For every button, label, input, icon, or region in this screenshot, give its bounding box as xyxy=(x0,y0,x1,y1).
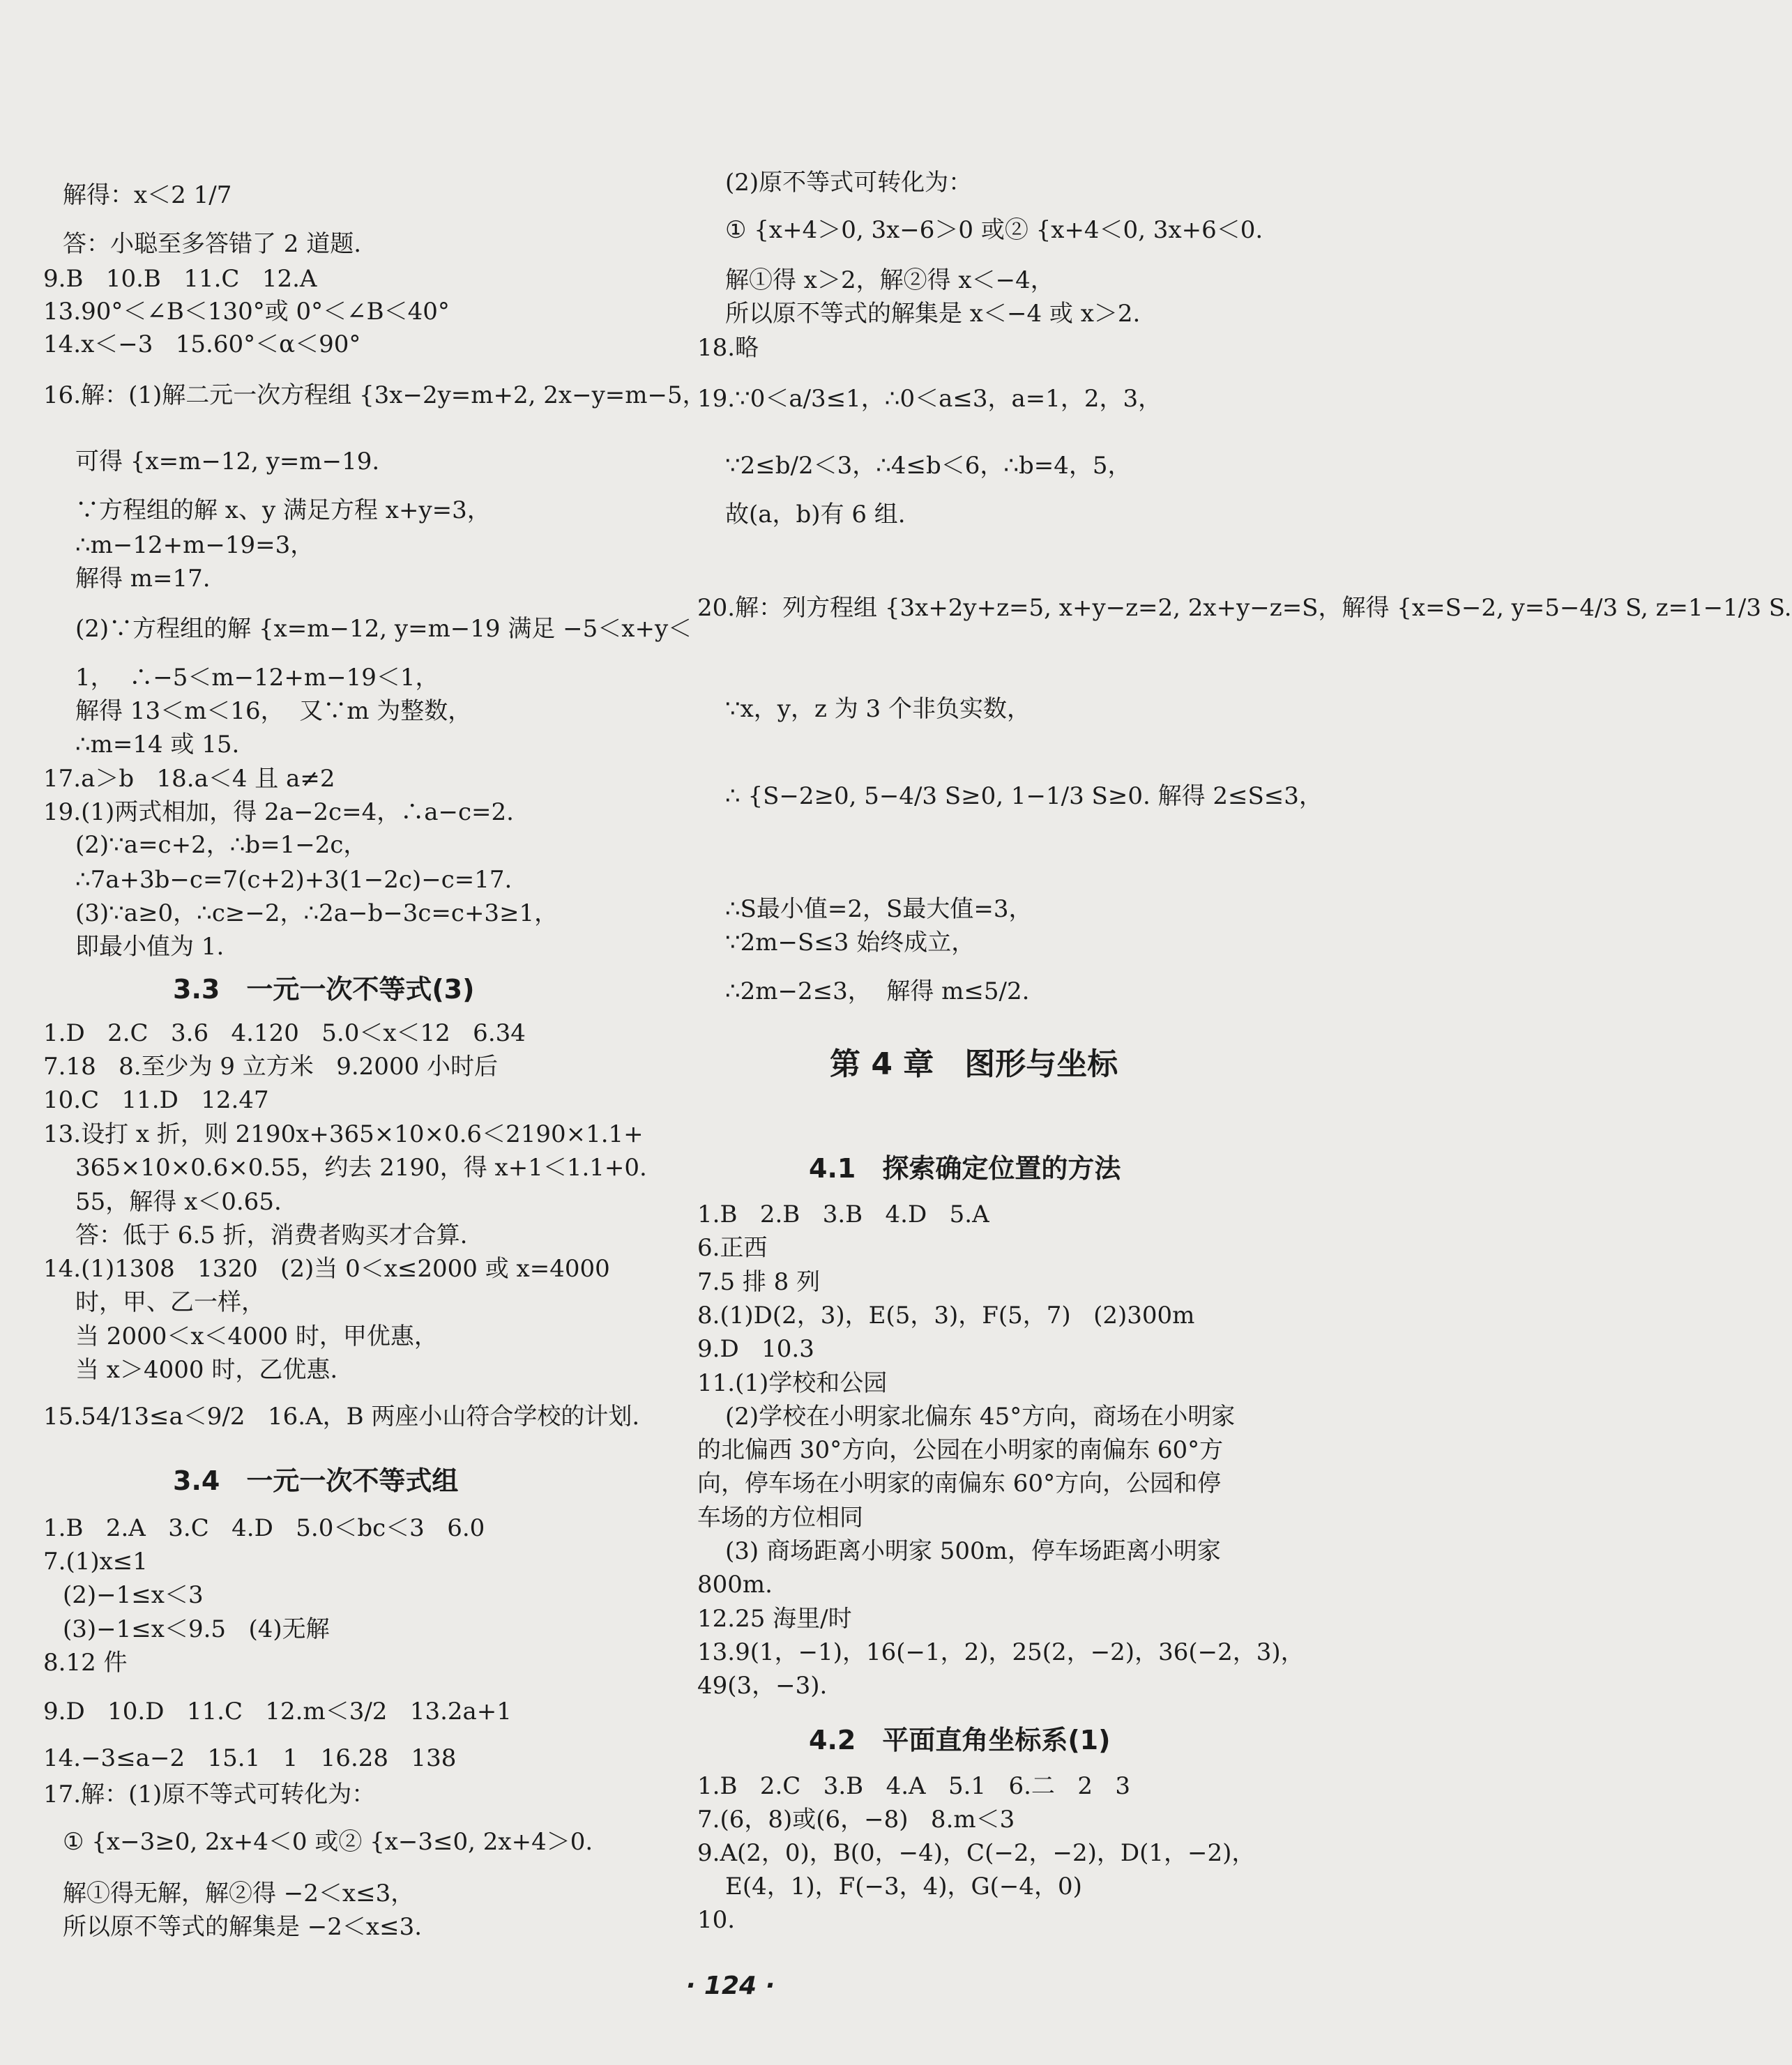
text-line: 13.90°＜∠B＜130°或 0°＜∠B＜40° xyxy=(43,298,450,326)
text-line: ∴S最小值=2，S最大值=3， xyxy=(725,895,1033,923)
text-line: ∴m=14 或 15. xyxy=(75,731,240,759)
text-line: 解得 m=17. xyxy=(75,565,211,593)
text-line: 解①得 x＞2，解②得 x＜−4， xyxy=(725,266,1054,294)
section-heading-3-4: 3.4 一元一次不等式组 xyxy=(173,1465,459,1496)
text-line: 可得 {x=m−12, y=m−19. xyxy=(75,448,380,475)
section-heading-4-1: 4.1 探索确定位置的方法 xyxy=(809,1153,1121,1184)
text-line: 55，解得 x＜0.65. xyxy=(75,1188,282,1216)
text-line: 的北偏西 30°方向，公园在小明家的南偏东 60°方 xyxy=(697,1436,1224,1464)
text-line: ∵方程组的解 x、y 满足方程 x+y=3， xyxy=(75,496,491,524)
text-line: 9.D 10.D 11.C 12.m＜3/2 13.2a+1 xyxy=(43,1698,512,1725)
chapter-heading: 第 4 章 图形与坐标 xyxy=(830,1046,1118,1082)
text-line: ∵2m−S≤3 始终成立， xyxy=(725,929,975,957)
text-line: 9.B 10.B 11.C 12.A xyxy=(43,265,317,293)
text-line: 13.设打 x 折，则 2190x+365×10×0.6＜2190×1.1+ xyxy=(43,1120,644,1148)
text-line: 16.解：(1)解二元一次方程组 {3x−2y=m+2, 2x−y=m−5， xyxy=(43,381,706,409)
page-number: · 124 · xyxy=(685,1972,775,2000)
text-line: (3) 商场距离小明家 500m，停车场距离小明家 xyxy=(725,1537,1221,1565)
text-line: 9.A(2，0)，B(0，−4)，C(−2，−2)，D(1，−2)， xyxy=(697,1839,1256,1867)
text-line: 8.(1)D(2，3)，E(5，3)，F(5，7) (2)300m xyxy=(697,1302,1195,1329)
text-line: 800m. xyxy=(697,1571,773,1599)
text-line: 15.54/13≤a＜9/2 16.A，B 两座小山符合学校的计划. xyxy=(43,1403,640,1431)
text-line: ∴ {S−2≥0, 5−4/3 S≥0, 1−1/3 S≥0. 解得 2≤S≤3， xyxy=(725,782,1323,810)
text-line: (2)∵方程组的解 {x=m−12, y=m−19 满足 −5＜x+y＜ xyxy=(75,615,692,643)
text-line: 20.解：列方程组 {3x+2y+z=5, x+y−z=2, 2x+y−z=S，解得 {x=S−2, y=5−4/3 S, z=1−1/3 S. xyxy=(697,594,1792,622)
text-line: 向，停车场在小明家的南偏东 60°方向，公园和停 xyxy=(697,1470,1222,1498)
text-line: 18.略 xyxy=(697,334,759,362)
text-line: 答：小聪至多答错了 2 道题. xyxy=(63,230,362,258)
text-line: ∵x，y，z 为 3 个非负实数， xyxy=(725,695,1031,723)
text-line: 7.(1)x≤1 xyxy=(43,1548,148,1576)
text-line: 365×10×0.6×0.55，约去 2190，得 x+1＜1.1+0. xyxy=(75,1154,647,1182)
text-line: 故(a，b)有 6 组. xyxy=(725,501,906,528)
text-line: (3)−1≤x＜9.5 (4)无解 xyxy=(63,1615,330,1643)
text-line: 7.18 8.至少为 9 立方米 9.2000 小时后 xyxy=(43,1053,499,1081)
text-line: 1.B 2.C 3.B 4.A 5.1 6.二 2 3 xyxy=(697,1772,1131,1800)
text-line: 6.正西 xyxy=(697,1234,768,1262)
text-line: (2)学校在小明家北偏东 45°方向，商场在小明家 xyxy=(725,1403,1236,1431)
text-line: 1， ∴−5＜m−12+m−19＜1， xyxy=(75,664,439,692)
text-line: ∴m−12+m−19=3， xyxy=(75,531,314,559)
text-line: 车场的方位相同 xyxy=(697,1504,863,1532)
text-line: 9.D 10.3 xyxy=(697,1335,814,1363)
text-line: (3)∵a≥0，∴c≥−2，∴2a−b−3c=c+3≥1， xyxy=(75,899,559,927)
text-line: 19.(1)两式相加，得 2a−2c=4，∴a−c=2. xyxy=(43,798,514,826)
text-line: ∵2≤b/2＜3，∴4≤b＜6，∴b=4，5， xyxy=(725,452,1132,480)
text-line: (2)∵a=c+2，∴b=1−2c， xyxy=(75,831,367,859)
text-line: ① {x+4＞0, 3x−6＞0 或② {x+4＜0, 3x+6＜0. xyxy=(725,216,1263,244)
text-line: ① {x−3≥0, 2x+4＜0 或② {x−3≤0, 2x+4＞0. xyxy=(63,1828,593,1856)
text-line: 11.(1)学校和公园 xyxy=(697,1369,888,1397)
text-line: 10.C 11.D 12.47 xyxy=(43,1086,269,1114)
text-line: 8.12 件 xyxy=(43,1649,128,1677)
text-line: 所以原不等式的解集是 x＜−4 或 x＞2. xyxy=(725,300,1141,328)
text-line: 时，甲、乙一样， xyxy=(75,1288,265,1316)
text-line: 10. xyxy=(697,1906,736,1934)
section-heading-3-3: 3.3 一元一次不等式(3) xyxy=(173,974,475,1005)
text-line: 14.x＜−3 15.60°＜α＜90° xyxy=(43,330,361,358)
text-line: ∴2m−2≤3， 解得 m≤5/2. xyxy=(725,977,1030,1005)
text-line: (2)−1≤x＜3 xyxy=(63,1581,204,1609)
text-line: E(4，1)，F(−3，4)，G(−4，0) xyxy=(725,1873,1082,1900)
text-line: 1.D 2.C 3.6 4.120 5.0＜x＜12 6.34 xyxy=(43,1019,526,1047)
text-line: 7.(6，8)或(6，−8) 8.m＜3 xyxy=(697,1806,1015,1834)
text-line: 17.解：(1)原不等式可转化为： xyxy=(43,1781,376,1808)
text-line: 解得：x＜2 1/7 xyxy=(63,181,232,209)
text-line: 49(3，−3). xyxy=(697,1672,828,1700)
text-line: 所以原不等式的解集是 −2＜x≤3. xyxy=(63,1913,423,1941)
text-line: ∴7a+3b−c=7(c+2)+3(1−2c)−c=17. xyxy=(75,866,512,894)
section-heading-4-2: 4.2 平面直角坐标系(1) xyxy=(809,1725,1111,1755)
text-line: 17.a＞b 18.a＜4 且 a≠2 xyxy=(43,765,335,793)
text-line: 12.25 海里/时 xyxy=(697,1605,852,1633)
text-line: 当 x＞4000 时，乙优惠. xyxy=(75,1356,338,1384)
text-line: 当 2000＜x＜4000 时，甲优惠， xyxy=(75,1323,438,1350)
text-line: 7.5 排 8 列 xyxy=(697,1268,821,1296)
text-line: 14.(1)1308 1320 (2)当 0＜x≤2000 或 x=4000 xyxy=(43,1255,610,1283)
text-line: 1.B 2.A 3.C 4.D 5.0＜bc＜3 6.0 xyxy=(43,1514,485,1542)
text-line: 即最小值为 1. xyxy=(75,933,225,961)
text-line: (2)原不等式可转化为： xyxy=(725,169,973,197)
text-line: 1.B 2.B 3.B 4.D 5.A xyxy=(697,1201,989,1228)
text-line: 答：低于 6.5 折，消费者购买才合算. xyxy=(75,1221,468,1249)
text-line: 解得 13＜m＜16， 又∵m 为整数， xyxy=(75,697,472,725)
text-line: 解①得无解，解②得 −2＜x≤3， xyxy=(63,1880,415,1907)
text-line: 19.∵0＜a/3≤1，∴0＜a≤3，a=1，2，3， xyxy=(697,385,1162,413)
text-line: 14.−3≤a−2 15.1 1 16.28 138 xyxy=(43,1744,457,1772)
text-line: 13.9(1，−1)，16(−1，2)，25(2，−2)，36(−2，3)， xyxy=(697,1638,1305,1666)
